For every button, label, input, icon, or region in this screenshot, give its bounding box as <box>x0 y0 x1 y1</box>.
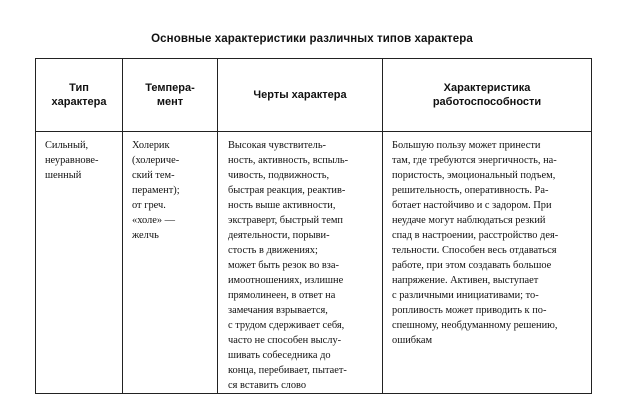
cell-traits <box>218 132 383 394</box>
table-row <box>36 132 592 394</box>
cell-type-text: Сильный, неуравнове- шенный <box>45 140 99 181</box>
header-work <box>383 59 592 132</box>
cell-temperament-text: Холерик (холериче- ский тем- перамент); от греч. «холе» — желчь <box>132 140 180 241</box>
cell-work-text: Большую пользу может принести там, где требуются энергичность, на- пористость, эмоциональный подъем, решительность, оперативность. Ра- ботает настойчиво и с задором. При неудаче могут наблюдаться резкий спад в настроении, расстройство дея- тельности. Способен весь отдаваться работе, при этом создавать большое напряжение. Активен, выступает с различными инициативами; то- ропливость может приводить к по- спешному, необдуманному решению, ошибкам <box>392 140 559 346</box>
cell-work <box>383 132 592 394</box>
document-title: Основные характеристики различных типов характера <box>151 33 473 45</box>
cell-traits-text: Высокая чувствитель- ность, активность, вспыль- чивость, подвижность, быстрая реакция, реактив- ность выше активности, экстраверт, быстрый темп деятельности, порыви- стость в движениях; может быть резок во вза- имоотношениях, излишне прямолинеен, в ответ на замечания взрывается, с трудом сдерживает себя, часто не способен выслу- шивать собеседника до конца, перебивает, пытает- ся вставить слово <box>228 140 349 391</box>
header-traits <box>218 59 383 132</box>
header-temperament <box>123 59 218 132</box>
header-type <box>36 59 123 132</box>
header-traits-label: Черты характера <box>253 89 347 101</box>
cell-temperament <box>123 132 218 394</box>
character-types-table <box>35 58 592 394</box>
header-work-label: Характеристика работоспособности <box>432 82 542 108</box>
header-temperament-label: Темпера- мент <box>145 82 195 108</box>
table-header-row <box>36 59 592 132</box>
header-type-label: Тип характера <box>51 82 107 108</box>
cell-type <box>36 132 123 394</box>
